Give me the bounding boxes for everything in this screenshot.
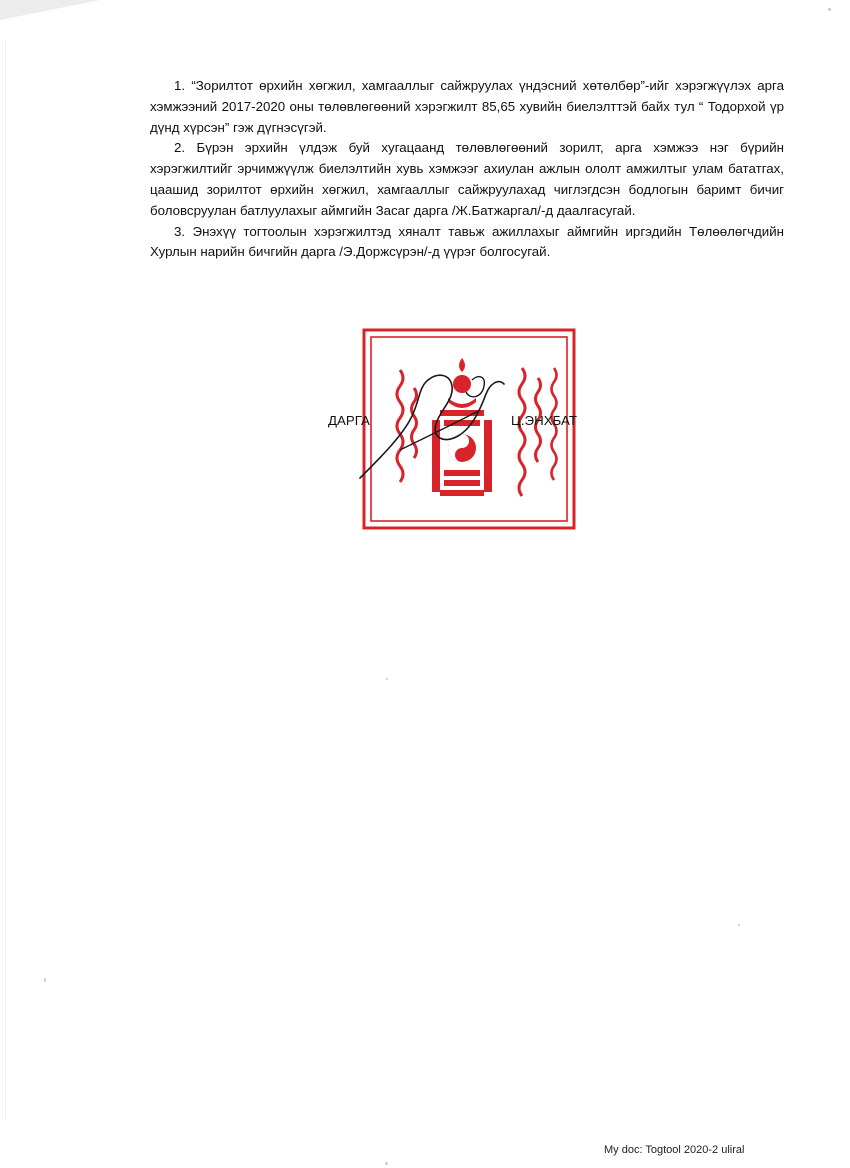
scan-speck <box>44 978 46 982</box>
resolution-item-2: 2. Бүрэн эрхийн үлдэж буй хугацаанд төлөвлөгөөний зорилт, арга хэмжээ нэг бүрийн хэрэгжилтийг эрчимжүүлж биелэлтийн хувь хэмжээг ахиулан ажлын ололт амжилтыг улам бататгах, цаашид зорилтот өрхийн хөгжил, хамгааллыг сайжруулахад чиглэгдсэн бодлогын баримт бичиг боловсруулан батлуулахыг аймгийн Засаг дарга /Ж.Батжаргал/-д даалгасугай. <box>150 140 784 218</box>
resolution-item-3: 3. Энэхүү тогтоолын хэрэгжилтэд хяналт тавьж ажиллахыг аймгийн иргэдийн Төлөөлөгчдийн Хурлын нарийн бичгийн дарга /Э.Доржсүрэн/-д үүрэг болгосугай. <box>150 223 784 260</box>
handwritten-signature <box>340 340 530 490</box>
scan-speck <box>385 1162 388 1165</box>
scan-speck <box>828 8 831 11</box>
scan-speck <box>386 678 388 680</box>
scan-edge-line <box>5 40 6 1120</box>
document-footer-label: My doc: Togtool 2020-2 uliral <box>604 1144 745 1156</box>
scan-fold-shadow <box>0 0 100 20</box>
signatory-name: Ц.ЭНХБАТ <box>511 413 577 428</box>
resolution-item-1: 1. “Зорилтот өрхийн хөгжил, хамгааллыг сайжруулах үндэсний хөтөлбөр”-ийг хэрэгжүүлэх арга хэмжээний 2017-2020 оны төлөвлөгөөний хэрэгжилт 85,65 хувийн биелэлттэй байх тул “ Тодорхой үр дүнд хүрсэн” гэж дүгнэсүгэй. <box>150 78 784 135</box>
scan-speck <box>738 924 740 926</box>
resolution-body <box>150 76 784 263</box>
signatory-title: ДАРГА <box>328 413 370 428</box>
